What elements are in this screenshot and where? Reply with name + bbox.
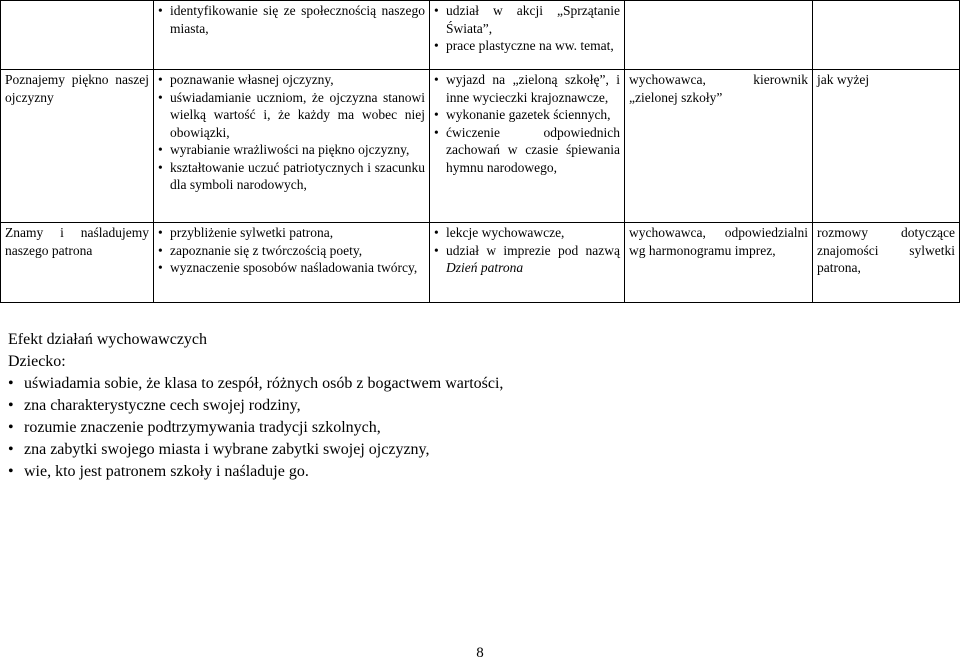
task-item: • przybliżenie sylwetki patrona, [158,224,425,242]
responsible-cell: wychowawca, kierownik „zielonej szkoły” [625,70,813,223]
forms-cell [430,223,625,303]
tasks-cell [154,223,430,303]
task-item: • uświadamianie uczniom, że ojczyzna stanowi wielką wartość i, że każdy ma wobec niej obowiązki, [158,89,425,142]
summary-heading: Efekt działań wychowawczych [8,331,208,348]
task-item: • identyfikowanie się ze społecznością naszego miasta, [158,2,425,37]
list-item: • rozumie znaczenie podtrzymywania tradycji szkolnych, [8,417,948,439]
form-item: • wykonanie gazetek ściennych, [434,106,620,124]
plan-table [0,0,960,303]
topic-cell: Znamy i naśladujemy naszego patrona [1,223,154,303]
responsible-cell [625,1,813,70]
tasks-cell [154,1,430,70]
task-item: • poznawanie własnej ojczyzny, [158,71,425,89]
deadline-cell [813,1,960,70]
table-row [1,1,960,70]
summary-subheading: Dziecko: [8,353,66,370]
table-row [1,223,960,303]
event-name: Dzień patrona [446,260,524,275]
list-item: • zna zabytki swojego miasta i wybrane zabytki swojej ojczyzny, [8,439,948,461]
task-item: • wyrabianie wrażliwości na piękno ojczyzny, [158,141,425,159]
tasks-cell [154,70,430,223]
form-item: • wyjazd na „zieloną szkołę”, i inne wycieczki krajoznawcze, [434,71,620,106]
form-item [434,242,620,277]
form-item: • ćwiczenie odpowiednich zachowań w czasie śpiewania hymnu narodowego, [434,124,620,177]
topic-cell [1,1,154,70]
page-number: 8 [476,645,484,661]
form-item: • prace plastyczne na ww. temat, [434,37,620,55]
form-item: • udział w akcji „Sprzątanie Świata”, [434,2,620,37]
form-item-text: udział w imprezie pod nazwą [446,242,620,258]
responsible-cell: wychowawca, odpowiedzialni wg harmonogramu imprez, [625,223,813,303]
summary-section [8,329,948,483]
topic-cell: Poznajemy piękno naszej ojczyzny [1,70,154,223]
task-item: • zapoznanie się z twórczością poety, [158,242,425,260]
list-item: • uświadamia sobie, że klasa to zespół, różnych osób z bogactwem wartości, [8,373,948,395]
task-item: • wyznaczenie sposobów naśladowania twórcy, [158,259,425,277]
deadline-cell: jak wyżej [813,70,960,223]
list-item: • wie, kto jest patronem szkoły i naśladuje go. [8,461,948,483]
task-item: • kształtowanie uczuć patriotycznych i szacunku dla symboli narodowych, [158,159,425,194]
form-item: • lekcje wychowawcze, [434,224,620,242]
forms-cell [430,70,625,223]
summary-list [8,373,948,483]
forms-cell [430,1,625,70]
list-item: • zna charakterystyczne cech swojej rodziny, [8,395,948,417]
table-row [1,70,960,223]
deadline-cell: rozmowy dotyczące znajomości sylwetki patrona, [813,223,960,303]
